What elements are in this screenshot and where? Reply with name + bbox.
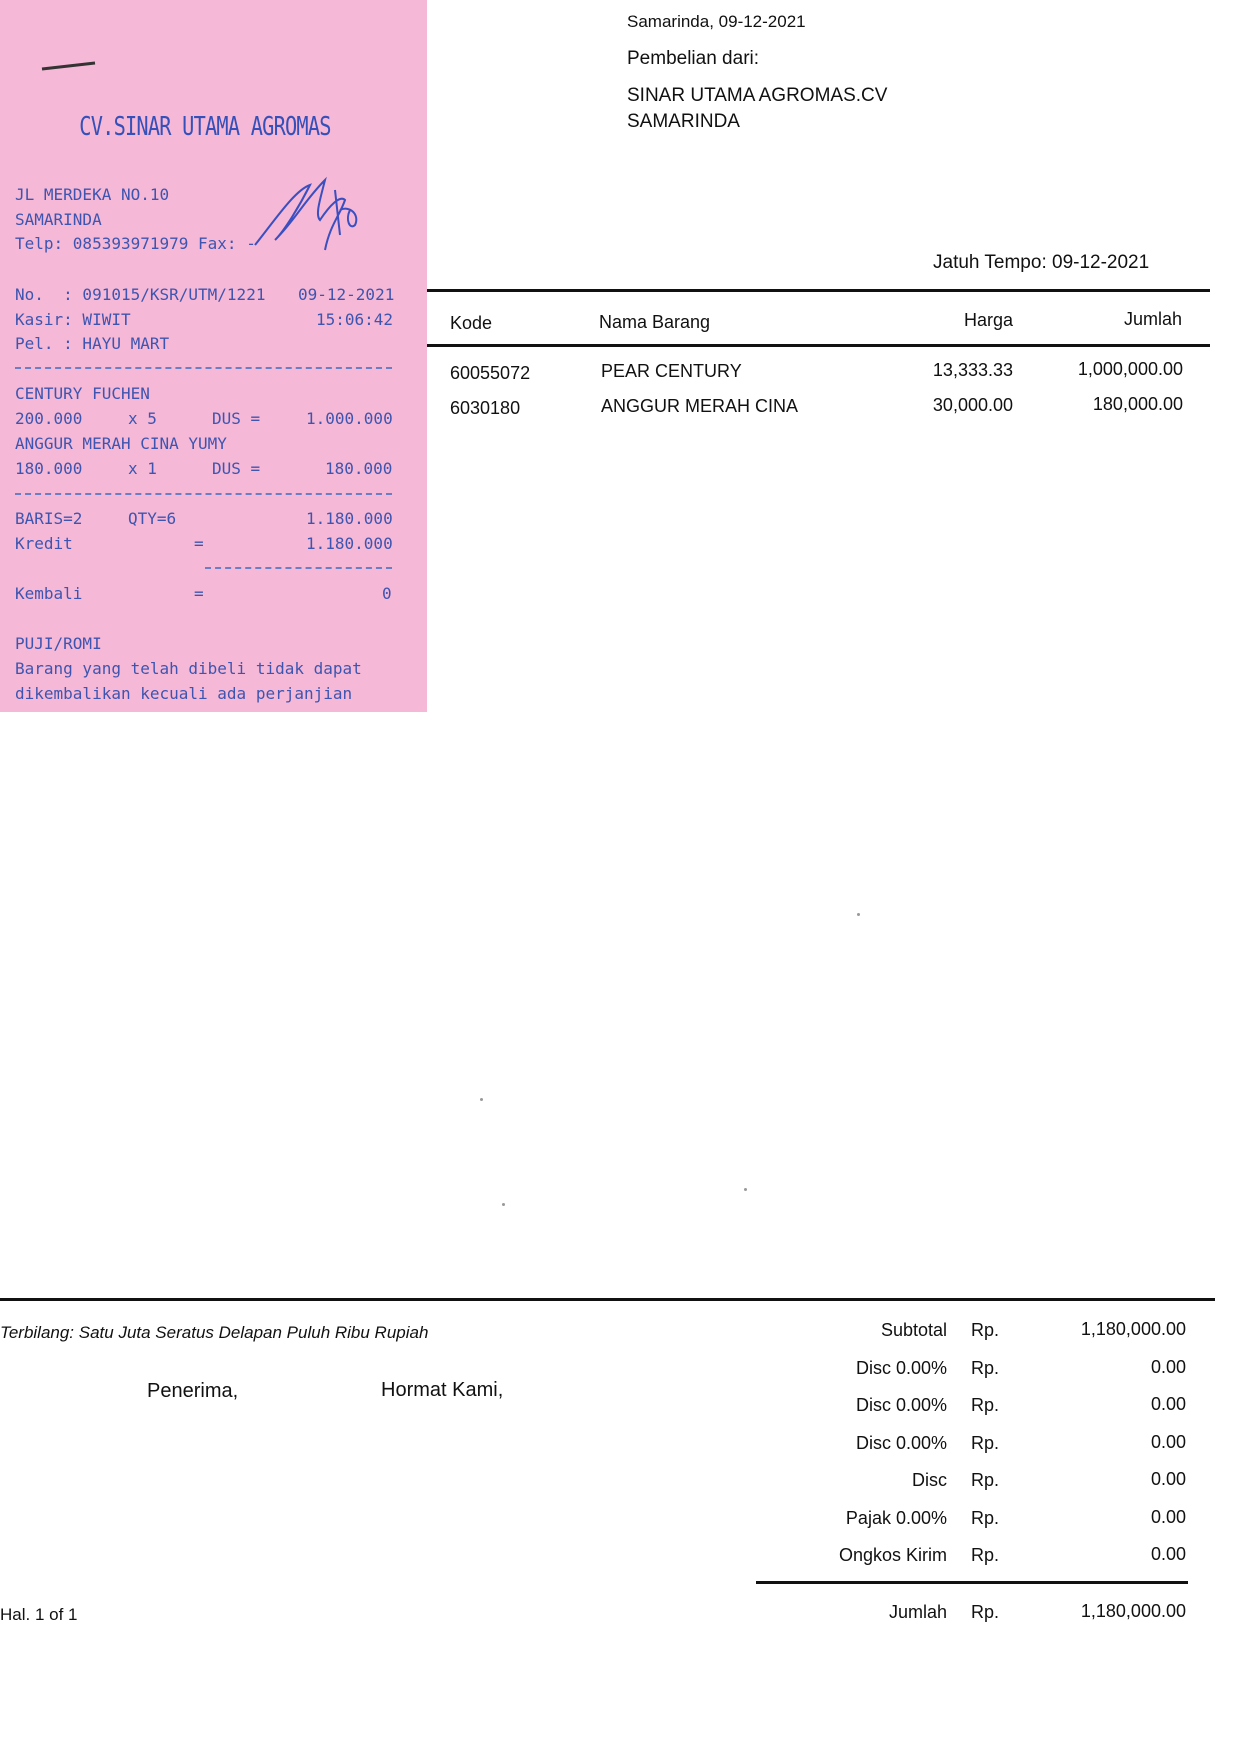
row-name: PEAR CENTURY [601,361,742,381]
currency-label: Rp. [971,1320,1000,1340]
receipt-footer-note: Barang yang telah dibeli tidak dapat [15,659,362,678]
page-number: Hal. 1 of 1 [0,1605,78,1624]
final-total-label: Jumlah [888,1602,947,1622]
receipt-cashier: Kasir: WIWIT [15,310,131,329]
row-code: 60055072 [450,363,531,383]
row-price: 30,000.00 [932,395,1013,415]
receipt-item-qty: x 1 [128,459,157,478]
row-price: 13,333.33 [932,360,1013,380]
receipt-rows-count: BARIS=2 [15,509,83,528]
due-date: Jatuh Tempo: 09-12-2021 [933,252,1150,273]
total-label: Subtotal [880,1320,947,1340]
invoice-from-label: Pembelian dari: [627,48,760,69]
total-label: Pajak 0.00% [845,1508,947,1528]
receiver-label: Penerima, [147,1380,239,1402]
total-label: Disc 0.00% [855,1395,947,1415]
receipt-store-name: CV.SINAR UTAMA AGROMAS [79,112,331,142]
total-value: 0.00 [1150,1357,1186,1377]
supplier-city: SAMARINDA [627,111,740,132]
footer-top-rule [0,1298,1215,1301]
regards-label: Hormat Kami, [381,1379,504,1401]
receipt-divider [15,493,392,495]
currency-label: Rp. [971,1602,1000,1622]
column-header-code: Kode [450,313,493,333]
total-label: Disc 0.00% [855,1433,947,1453]
receipt-grand-total: 1.180.000 [306,509,393,528]
row-code: 6030180 [450,398,521,418]
receipt-footer-staff: PUJI/ROMI [15,634,102,653]
scan-speck [744,1188,747,1191]
amount-in-words: Terbilang: Satu Juta Seratus Delapan Puluh Ribu Rupiah [0,1323,429,1342]
table-header-rule [427,344,1210,347]
receipt-kembali-label: Kembali [15,584,83,603]
receipt-item-price: 200.000 [15,409,83,428]
supplier-name: SINAR UTAMA AGROMAS.CV [627,85,888,106]
receipt-time: 15:06:42 [316,310,394,329]
receipt-kredit-eq: = [194,534,204,553]
currency-label: Rp. [971,1358,1000,1378]
currency-label: Rp. [971,1470,1000,1490]
total-value: 0.00 [1150,1544,1186,1564]
total-value: 0.00 [1150,1469,1186,1489]
total-value: 0.00 [1150,1432,1186,1452]
table-top-rule [427,289,1210,292]
currency-label: Rp. [971,1395,1000,1415]
column-header-price: Harga [963,310,1013,330]
total-value: 1,180,000.00 [1080,1319,1186,1339]
row-amount: 180,000.00 [1092,394,1183,414]
currency-label: Rp. [971,1545,1000,1565]
receipt-customer: Pel. : HAYU MART [15,334,170,353]
receipt-kredit-label: Kredit [15,534,73,553]
receipt-item-unit: DUS = [212,409,261,428]
total-label: Disc [912,1470,947,1490]
receipt-date: 09-12-2021 [298,285,395,304]
receipt-item-total: 1.000.000 [306,409,393,428]
receipt-address1: JL MERDEKA NO.10 [15,185,170,204]
receipt-divider [205,567,392,569]
receipt-item-name: CENTURY FUCHEN [15,384,150,403]
totals-rule [756,1581,1188,1584]
final-total-value: 1,180,000.00 [1080,1601,1186,1621]
currency-label: Rp. [971,1508,1000,1528]
column-header-name: Nama Barang [599,312,711,332]
scuff-mark-icon [40,60,100,72]
scan-speck [480,1098,483,1101]
total-label: Ongkos Kirim [838,1545,947,1565]
receipt-divider [15,367,392,369]
receipt-kembali-eq: = [194,584,204,603]
row-amount: 1,000,000.00 [1077,359,1183,379]
receipt-item-total: 180.000 [325,459,393,478]
total-value: 0.00 [1150,1394,1186,1414]
receipt-item-name: ANGGUR MERAH CINA YUMY [15,434,227,453]
row-name: ANGGUR MERAH CINA [601,396,799,416]
signature-icon [245,160,375,260]
receipt-kembali-value: 0 [382,584,392,603]
invoice-place-date: Samarinda, 09-12-2021 [627,12,806,31]
scan-speck [502,1203,505,1206]
receipt-kredit-value: 1.180.000 [306,534,393,553]
receipt-phone: Telp: 085393971979 Fax: - [15,234,256,253]
receipt-item-qty: x 5 [128,409,157,428]
receipt-item-unit: DUS = [212,459,261,478]
total-label: Disc 0.00% [855,1358,947,1378]
scan-speck [857,913,860,916]
receipt-address2: SAMARINDA [15,210,102,229]
currency-label: Rp. [971,1433,1000,1453]
receipt-qty-count: QTY=6 [128,509,177,528]
column-header-amount: Jumlah [1123,309,1182,329]
total-value: 0.00 [1150,1507,1186,1527]
receipt-number: No. : 091015/KSR/UTM/1221 [15,285,266,304]
pink-receipt [0,0,427,712]
receipt-item-price: 180.000 [15,459,83,478]
receipt-footer-note: dikembalikan kecuali ada perjanjian [15,684,353,703]
